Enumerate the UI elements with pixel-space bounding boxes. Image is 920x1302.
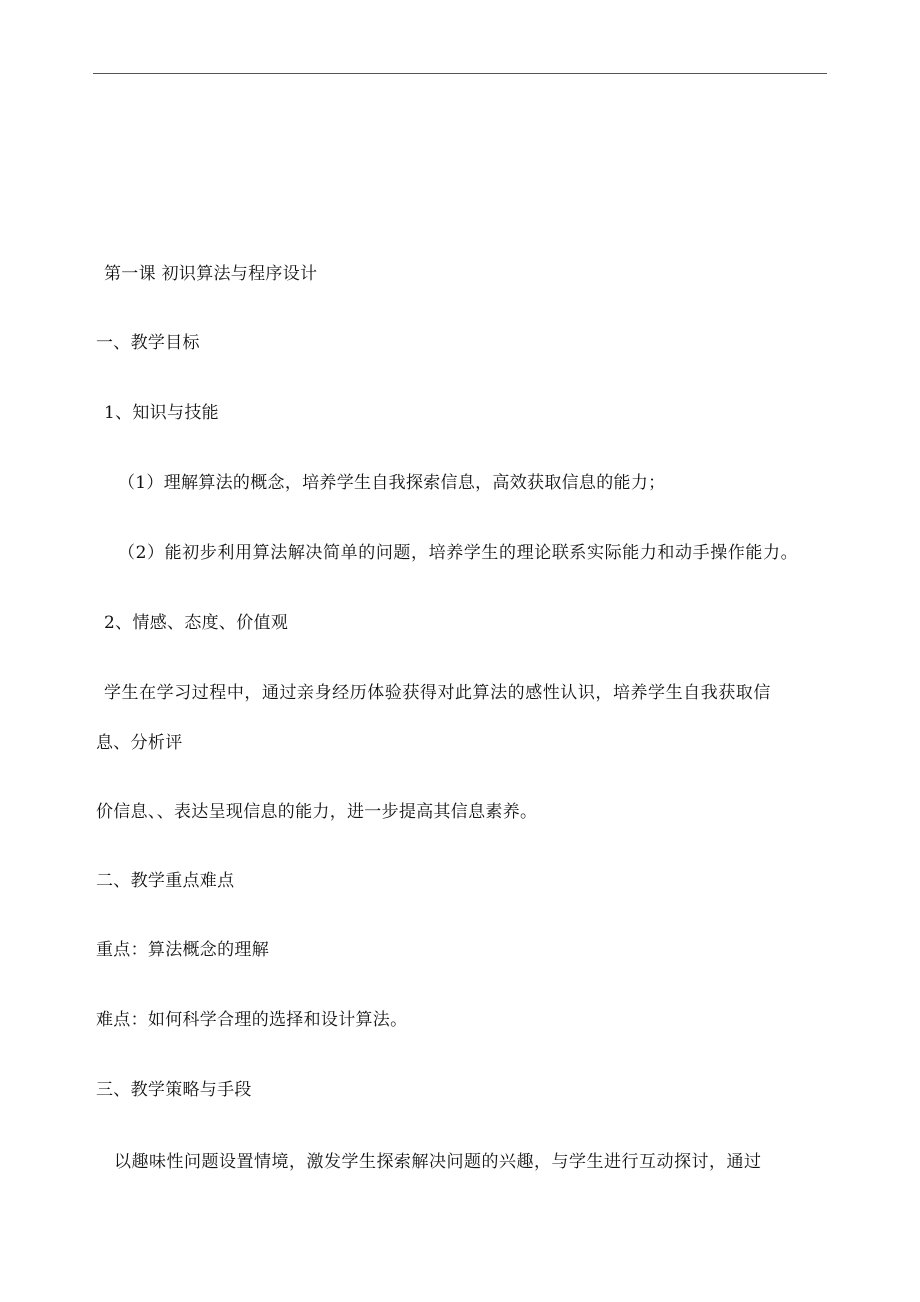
- paragraph-line: 息、分析评: [96, 733, 183, 753]
- subheading-emotion-attitude-values: 2、情感、态度、价值观: [104, 613, 289, 633]
- paragraph-line: 学生在学习过程中，通过亲身经历体验获得对此算法的感性认识，培养学生自我获取信: [104, 683, 771, 703]
- lesson-title: 第一课 初识算法与程序设计: [104, 264, 318, 284]
- header-rule: [93, 73, 827, 74]
- paragraph-line: 以趣味性问题设置情境，激发学生探索解决问题的兴趣，与学生进行互动探讨，通过: [114, 1152, 762, 1172]
- objective-item-2: （2）能初步利用算法解决简单的问题，培养学生的理论联系实际能力和动手操作能力。: [118, 543, 799, 563]
- section-heading-objectives: 一、教学目标: [96, 333, 200, 353]
- subheading-knowledge-skills: 1、知识与技能: [104, 403, 219, 423]
- paragraph-line: 价信息、、表达呈现信息的能力，进一步提高其信息素养。: [96, 802, 538, 822]
- objective-item-1: （1）理解算法的概念，培养学生自我探索信息，高效获取信息的能力；: [118, 473, 666, 493]
- section-heading-strategies: 三、教学策略与手段: [96, 1080, 252, 1100]
- section-heading-key-difficult-points: 二、教学重点难点: [96, 871, 235, 891]
- key-point-text: 重点：算法概念的理解: [96, 940, 269, 960]
- difficulty-text: 难点：如何科学合理的选择和设计算法。: [96, 1010, 408, 1030]
